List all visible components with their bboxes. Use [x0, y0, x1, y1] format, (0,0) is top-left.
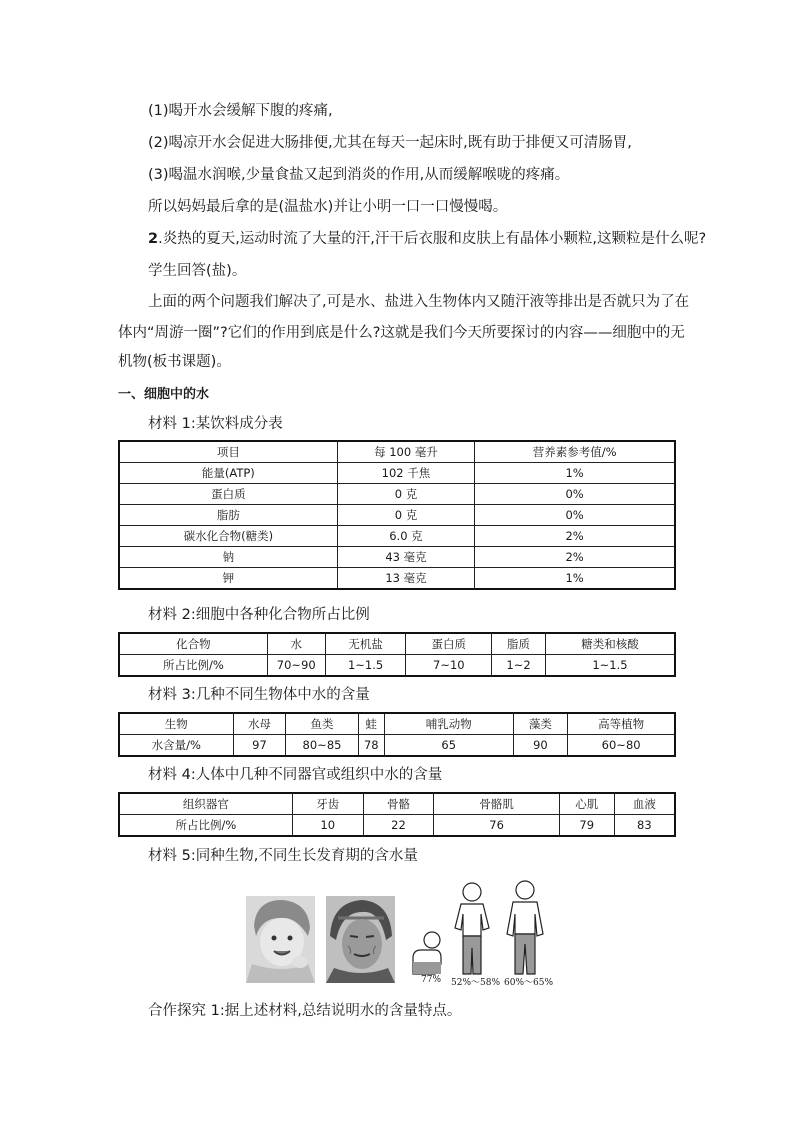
table-cell: 藻类 — [513, 713, 568, 735]
table-cell: 钾 — [119, 568, 337, 590]
table-cell: 蛋白质 — [406, 633, 492, 655]
table-cell: 102 千焦 — [337, 463, 475, 484]
material-3-caption: 材料 3:几种不同生物体中水的含量 — [148, 687, 370, 703]
table-cell: 组织器官 — [119, 793, 292, 815]
table-cell: 1% — [475, 463, 675, 484]
table-cell: 所占比例/% — [119, 815, 292, 837]
material-5-caption: 材料 5:同种生物,不同生长发育期的含水量 — [148, 848, 418, 864]
table-cell: 化合物 — [119, 633, 267, 655]
table-cell: 水母 — [233, 713, 286, 735]
table-cell: 79 — [559, 815, 614, 837]
table-cell: 血液 — [614, 793, 675, 815]
table-row — [119, 526, 675, 547]
organism-water-table — [118, 712, 676, 757]
table-row — [119, 547, 675, 568]
question-2-answer: 学生回答(盐)。 — [148, 263, 247, 279]
table-cell: 鱼类 — [286, 713, 358, 735]
table-cell: 高等植物 — [568, 713, 675, 735]
table-cell: 43 毫克 — [337, 547, 475, 568]
table-cell: 1~1.5 — [325, 655, 406, 677]
compound-ratio-table — [118, 632, 676, 677]
table-cell: 83 — [614, 815, 675, 837]
table-row — [119, 505, 675, 526]
paragraph-line-1: 上面的两个问题我们解决了,可是水、盐进入生物体内又随汗液等排出是否就只为了在 — [148, 294, 690, 310]
table-row — [119, 735, 675, 757]
table-row — [119, 463, 675, 484]
table-cell: 无机盐 — [325, 633, 406, 655]
table-header-row — [119, 441, 675, 463]
table-cell: 60~80 — [568, 735, 675, 757]
table-cell: 65 — [384, 735, 513, 757]
intro-point-2: (2)喝凉开水会促进大肠排便,尤其在每天一起床时,既有助于排便又可清肠胃, — [148, 135, 632, 151]
table-cell: 78 — [358, 735, 384, 757]
growth-figures-icon — [405, 878, 555, 978]
table-cell: 97 — [233, 735, 286, 757]
material-1-caption: 材料 1:某饮料成分表 — [148, 416, 283, 432]
table-cell: 水 — [267, 633, 325, 655]
table-cell: 蛙 — [358, 713, 384, 735]
elderly-woman-photo — [326, 896, 395, 983]
table-cell: 哺乳动物 — [384, 713, 513, 735]
table-cell: 7~10 — [406, 655, 492, 677]
table-cell: 0% — [475, 505, 675, 526]
intro-point-1: (1)喝开水会缓解下腹的疼痛, — [148, 103, 333, 119]
teen-water-label: 52%～58% — [451, 978, 501, 988]
table-cell: 0 克 — [337, 505, 475, 526]
table-cell: 80~85 — [286, 735, 358, 757]
table-cell: 0 克 — [337, 484, 475, 505]
table-cell: 脂肪 — [119, 505, 337, 526]
material-2-caption: 材料 2:细胞中各种化合物所占比例 — [148, 607, 370, 623]
table-cell: 生物 — [119, 713, 233, 735]
table-row — [119, 815, 675, 837]
table-cell: 能量(ATP) — [119, 463, 337, 484]
table-header: 每 100 毫升 — [337, 441, 475, 463]
nutrition-table — [118, 440, 676, 590]
adult-water-label: 60%～65% — [504, 978, 554, 988]
table-row — [119, 568, 675, 590]
table-cell: 0% — [475, 484, 675, 505]
table-header: 项目 — [119, 441, 337, 463]
infant-water-label: 77% — [421, 975, 442, 985]
question-2 — [148, 229, 706, 249]
table-cell: 所占比例/% — [119, 655, 267, 677]
question-2-number: 2 — [148, 231, 159, 247]
table-cell: 牙齿 — [292, 793, 363, 815]
baby-photo — [246, 896, 315, 983]
table-cell: 2% — [475, 547, 675, 568]
table-cell: 碳水化合物(糖类) — [119, 526, 337, 547]
table-cell: 1% — [475, 568, 675, 590]
table-cell: 心肌 — [559, 793, 614, 815]
table-cell: 1~1.5 — [545, 655, 675, 677]
table-cell: 13 毫克 — [337, 568, 475, 590]
table-cell: 糖类和核酸 — [545, 633, 675, 655]
table-row — [119, 655, 675, 677]
table-row — [119, 713, 675, 735]
table-cell: 蛋白质 — [119, 484, 337, 505]
table-header: 营养素参考值/% — [475, 441, 675, 463]
intro-point-3: (3)喝温水润喉,少量食盐又起到消炎的作用,从而缓解喉咙的疼痛。 — [148, 167, 570, 183]
table-row — [119, 793, 675, 815]
table-cell: 22 — [363, 815, 434, 837]
material-4-caption: 材料 4:人体中几种不同器官或组织中水的含量 — [148, 767, 443, 783]
organ-water-table — [118, 792, 676, 837]
table-cell: 6.0 克 — [337, 526, 475, 547]
cooperative-inquiry: 合作探究 1:据上述材料,总结说明水的含量特点。 — [148, 1003, 462, 1019]
table-cell: 90 — [513, 735, 568, 757]
section-title: 一、细胞中的水 — [118, 387, 210, 402]
question-2-text: .炎热的夏天,运动时流了大量的汗,汗干后衣服和皮肤上有晶体小颗粒,这颗粒是什么呢? — [158, 231, 707, 247]
table-cell: 骨骼 — [363, 793, 434, 815]
table-cell: 骨骼肌 — [434, 793, 560, 815]
paragraph-line-3: 机物(板书课题)。 — [118, 354, 231, 370]
table-row — [119, 633, 675, 655]
table-cell: 10 — [292, 815, 363, 837]
table-cell: 脂质 — [492, 633, 546, 655]
table-cell: 70~90 — [267, 655, 325, 677]
table-cell: 1~2 — [492, 655, 546, 677]
table-cell: 76 — [434, 815, 560, 837]
table-cell: 钠 — [119, 547, 337, 568]
table-cell: 水含量/% — [119, 735, 233, 757]
intro-conclusion: 所以妈妈最后拿的是(温盐水)并让小明一口一口慢慢喝。 — [148, 199, 508, 215]
table-cell: 2% — [475, 526, 675, 547]
table-row — [119, 484, 675, 505]
paragraph-line-2: 体内“周游一圈”?它们的作用到底是什么?这就是我们今天所要探讨的内容——细胞中的无 — [118, 325, 685, 341]
